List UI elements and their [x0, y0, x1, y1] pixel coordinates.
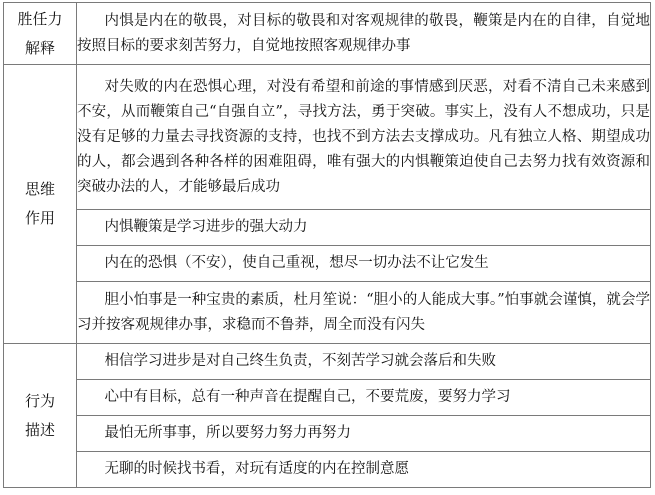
- table-row: [4, 416, 651, 452]
- content-cell: [77, 282, 651, 344]
- competency-table: [3, 2, 651, 488]
- table-row: [4, 65, 651, 210]
- content-text: 心中有目标，总有一种声音在提醒自己，不要荒废，要努力学习: [104, 389, 511, 405]
- content-text: 内惧是内在的敬畏，对目标的敬畏和对客观规律的敬畏，鞭策是内在的自律，自觉地按照目标的要求刻苦努力，自觉地按照客观规律办事: [77, 12, 650, 54]
- table-row: [4, 246, 651, 282]
- category-label-line: 胜任力: [17, 9, 63, 28]
- content-text: 内在的恐惧（不安），使自己重视，想尽一切办法不让它发生: [104, 255, 489, 271]
- category-label-line: 作用: [24, 209, 55, 227]
- table-row: [4, 452, 651, 488]
- content-cell: [77, 65, 651, 210]
- category-cell: [4, 3, 77, 65]
- table-row: [4, 3, 651, 65]
- table-row: [4, 282, 651, 344]
- category-label-line: 行为: [24, 391, 55, 410]
- category-cell: [4, 344, 77, 488]
- content-cell: [77, 416, 651, 452]
- category-label-line: 思维: [24, 180, 55, 198]
- table-row: [4, 344, 651, 380]
- category-label-line: 描述: [24, 420, 55, 439]
- content-cell: [77, 344, 651, 380]
- content-text: 胆小怕事是一种宝贵的素质，杜月笙说：“胆小的人能成大事。”怕事就会谨慎，就会学习并按客观规律办事，求稳而不鲁莽，周全而没有闪失: [77, 291, 650, 333]
- content-text: 相信学习进步是对自己终生负责，不刻苦学习就会落后和失败: [104, 353, 497, 369]
- category-cell: [4, 65, 77, 344]
- content-text: 无聊的时候找书看，对玩有适度的内在控制意愿: [104, 461, 410, 477]
- table-row: [4, 380, 651, 416]
- content-cell: [77, 3, 651, 65]
- content-text: 内惧鞭策是学习进步的强大动力: [104, 219, 308, 235]
- category-label-line: 解释: [24, 38, 55, 57]
- content-cell: [77, 246, 651, 282]
- content-text: 最怕无所事事，所以要努力努力再努力: [104, 425, 352, 441]
- content-cell: [77, 210, 651, 246]
- content-cell: [77, 380, 651, 416]
- table-row: [4, 210, 651, 246]
- content-cell: [77, 452, 651, 488]
- content-text: 对失败的内在恐惧心理，对没有希望和前途的事情感到厌恶，对看不清自己未来感到不安，从而鞭策自己“自强自立”，寻找方法，勇于突破。事实上，没有人不想成功，只是没有足够的力量去寻找资源的支持，也找不到方法去支撑成功。凡有独立人格、期望成功的人，都会遇到各种各样的困难阻碍，唯有强大的内惧鞭策迫使自己去努力找有效资源和突破办法的人，才能够最后成功: [77, 78, 650, 195]
